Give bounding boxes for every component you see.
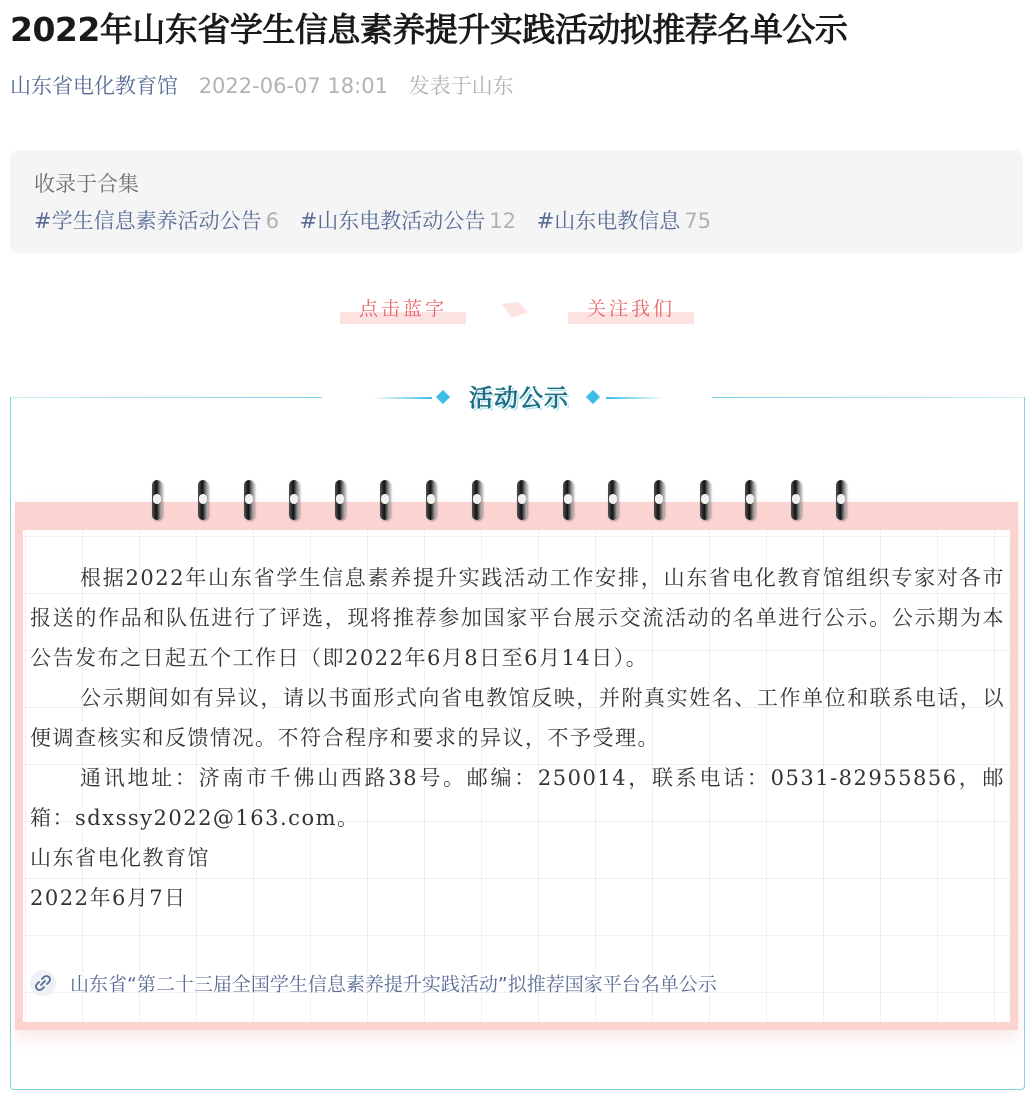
ring-icon (198, 480, 208, 520)
ring-icon (608, 480, 618, 520)
ring-icon (654, 480, 664, 520)
ring-icon (335, 480, 345, 520)
link-icon (30, 970, 56, 996)
collection-label: 收录于合集 (34, 172, 139, 196)
collection-tags (34, 206, 725, 236)
section-title: 活动公示 (469, 384, 569, 412)
signature-org: 山东省电化教育馆 (30, 846, 210, 870)
ring-icon (244, 480, 254, 520)
collection-tag[interactable]: #山东电教活动公告 12 (299, 209, 517, 233)
ring-icon (791, 480, 801, 520)
follow-left-label: 点击蓝字 (340, 294, 466, 324)
diamond-icon (436, 390, 450, 404)
arrow-icon (500, 300, 530, 320)
ring-icon (380, 480, 390, 520)
signature-date: 2022年6月7日 (30, 886, 187, 910)
publish-location: 发表于山东 (408, 74, 514, 98)
article-title: 2022年山东省学生信息素养提升实践活动拟推荐名单公示 (10, 10, 848, 49)
ring-icon (745, 480, 755, 520)
collection-box (10, 150, 1023, 253)
ring-icon (472, 480, 482, 520)
notice-body (30, 558, 1005, 918)
divider (372, 397, 432, 399)
ring-icon (517, 480, 527, 520)
related-article-link[interactable] (30, 968, 717, 1000)
ring-icon (426, 480, 436, 520)
collection-tag[interactable]: #学生信息素养活动公告 6 (34, 209, 279, 233)
publish-date: 2022-06-07 18:01 (198, 74, 388, 98)
collection-tag[interactable]: #山东电教信息 75 (536, 209, 712, 233)
notice-paragraph: 通讯地址：济南市千佛山西路38号。邮编：250014，联系电话：0531-82955856，邮箱：sdxssy2022@163.com。 (30, 766, 1005, 830)
author-link[interactable]: 山东省电化教育馆 (10, 74, 178, 98)
section-header (322, 378, 712, 418)
ring-icon (836, 480, 846, 520)
ring-icon (700, 480, 710, 520)
diamond-icon (586, 390, 600, 404)
ring-icon (289, 480, 299, 520)
ring-icon (152, 480, 162, 520)
notice-paragraph: 公示期间如有异议，请以书面形式向省电教馆反映，并附真实姓名、工作单位和联系电话，以便调查核实和反馈情况。不符合程序和要求的异议，不予受理。 (30, 686, 1005, 750)
spiral-binding (152, 480, 872, 524)
follow-banner (0, 292, 1032, 332)
article-meta (10, 70, 514, 102)
related-article-title[interactable]: 山东省“第二十三届全国学生信息素养提升实践活动”拟推荐国家平台名单公示 (70, 973, 717, 996)
notice-paragraph: 根据2022年山东省学生信息素养提升实践活动工作安排，山东省电化教育馆组织专家对各市报送的作品和队伍进行了评选，现将推荐参加国家平台展示交流活动的名单进行公示。公示期为本公告发布之日起五个工作日（即2022年6月8日至6月14日）。 (30, 566, 1005, 670)
follow-right-label: 关注我们 (568, 294, 694, 324)
divider (606, 397, 666, 399)
ring-icon (563, 480, 573, 520)
